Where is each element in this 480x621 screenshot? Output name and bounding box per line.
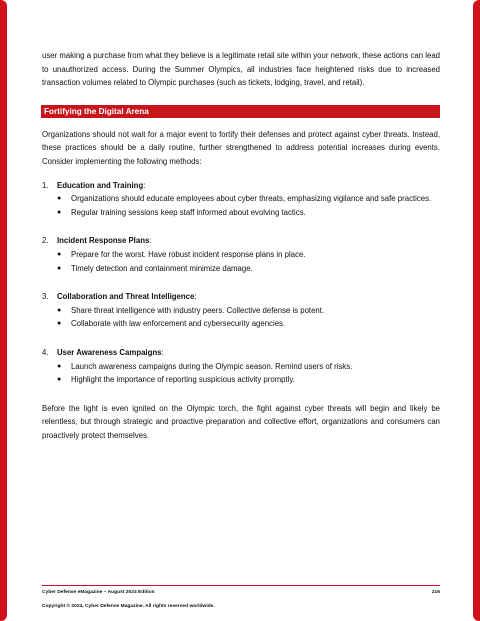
bullet-item: ● Regular training sessions keep staff informed about evolving tactics. <box>57 206 440 220</box>
right-edge-bar <box>473 0 480 621</box>
method-item: 1. Education and Training: ● Organizations should educate employees about cyber threats, emphasizing vigilance and safe practices. ● Regular training sessions keep staff informed about evolving tactics. <box>42 179 440 220</box>
item-title: Incident Response Plans <box>57 236 150 246</box>
bullet-icon: ● <box>57 208 62 216</box>
bullet-icon: ● <box>57 306 62 314</box>
bullet-icon: ● <box>57 362 62 370</box>
bullet-icon: ● <box>57 264 62 272</box>
method-item: 4. User Awareness Campaigns: ● Launch awareness campaigns during the Olympic season. Remind users of risks. ● Highlight the importance of reporting suspicious activity promptly. <box>42 346 440 387</box>
intro-paragraph: user making a purchase from what they believe is a legitimate retail site within your network, these actions can lead to unauthorized access. During the Summer Olympics, all industries face heightened risks due to increased transaction volumes related to Olympic purchases (such as tickets, lodging, travel, and retail). <box>42 51 440 88</box>
bullet-item: ● Prepare for the worst. Have robust incident response plans in place. <box>57 248 440 262</box>
page-footer <box>42 585 440 609</box>
left-edge-bar <box>0 0 7 621</box>
footer-edition: Cyber Defense eMagazine – August 2024 Edition <box>42 590 155 595</box>
bullet-item: ● Organizations should educate employees about cyber threats, emphasizing vigilance and safe practices. <box>57 192 440 206</box>
item-number: 3. <box>42 292 49 302</box>
footer-page-number: 216 <box>431 590 440 595</box>
bullet-icon: ● <box>57 195 62 203</box>
section-heading: Fortifying the Digital Arena <box>41 105 440 118</box>
section-intro-paragraph: Organizations should not wait for a major event to fortify their defenses and protect against cyber threats. Instead, these practices should be a daily routine, further strengthened to address potential increases during events. Consider implementing the following methods: <box>42 129 440 166</box>
bullet-item: ● Launch awareness campaigns during the Olympic season. Remind users of risks. <box>57 360 440 374</box>
bullet-icon: ● <box>57 250 62 258</box>
bullet-item: ● Share threat intelligence with industry peers. Collective defense is potent. <box>57 304 440 318</box>
bullet-item: ● Highlight the importance of reporting suspicious activity promptly. <box>57 373 440 387</box>
item-number: 1. <box>42 180 49 190</box>
bullet-item: ● Timely detection and containment minimize damage. <box>57 262 440 276</box>
closing-paragraph: Before the light is even ignited on the Olympic torch, the fight against cyber threats will begin and likely be relentless, but through strategic and proactive preparation and collective effort, organizations and consumers can proactively protect themselves. <box>42 403 440 440</box>
bullet-item: ● Collaborate with law enforcement and cybersecurity agencies. <box>57 317 440 331</box>
item-title: User Awareness Campaigns <box>57 347 162 357</box>
item-number: 2. <box>42 236 49 246</box>
item-number: 4. <box>42 347 49 357</box>
item-title: Education and Training <box>57 180 144 190</box>
method-item: 2. Incident Response Plans: ● Prepare for the worst. Have robust incident response plans in place. ● Timely detection and containment minimize damage. <box>42 234 440 275</box>
method-item: 3. Collaboration and Threat Intelligence: ● Share threat intelligence with industry peers. Collective defense is potent. ● Collaborate with law enforcement and cybersecurity agencies. <box>42 290 440 331</box>
footer-copyright: Copyright © 2024, Cyber Defense Magazine. All rights reserved worldwide. <box>42 604 215 609</box>
bullet-icon: ● <box>57 320 62 328</box>
item-title: Collaboration and Threat Intelligence <box>57 292 195 302</box>
bullet-icon: ● <box>57 376 62 384</box>
article-body <box>42 49 440 442</box>
